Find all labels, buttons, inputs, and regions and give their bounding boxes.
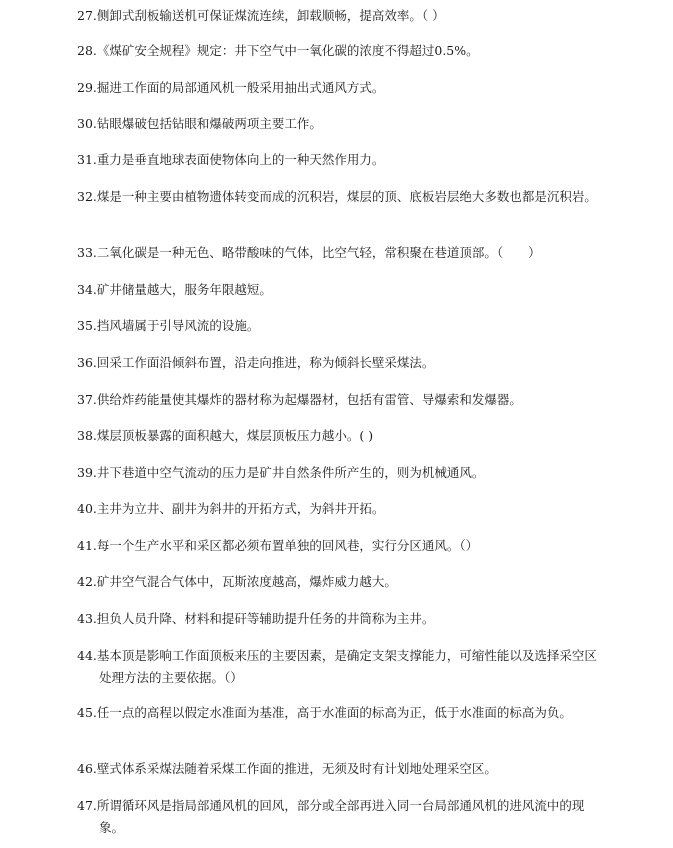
question-text: 33.二氧化碳是一种无色、略带酸味的气体，比空气轻，常积聚在巷道顶部。（ ） — [77, 245, 541, 260]
question-text: 47.所谓循环风是指局部通风机的回风，部分或全部再进入同一台局部通风机的进风流中的现象。 — [77, 798, 585, 835]
question-item — [77, 608, 597, 630]
question-item — [77, 389, 597, 411]
question-text: 46.壁式体系采煤法随着采煤工作面的推进，无须及时有计划地处理采空区。 — [77, 761, 497, 776]
question-item — [77, 498, 597, 520]
question-item — [77, 352, 597, 374]
question-text: 29.掘进工作面的局部通风机一般采用抽出式通风方式。 — [77, 80, 385, 95]
question-item — [77, 425, 597, 447]
question-item — [77, 462, 597, 484]
question-text: 41.每一个生产水平和采区都必须布置单独的回风巷，实行分区通风。（） — [77, 538, 479, 553]
question-text: 44.基本顶是影响工作面顶板来压的主要因素，是确定支架支撑能力，可缩性能以及选择采空区处理方法的主要依据。（） — [77, 648, 597, 685]
question-text: 31.重力是垂直地球表面使物体向上的一种天然作用力。 — [77, 152, 385, 167]
question-text: 32.煤是一种主要由植物遗体转变而成的沉积岩，煤层的顶、底板岩层绝大多数也都是沉积岩。 — [77, 189, 597, 204]
question-text: 39.井下巷道中空气流动的压力是矿井自然条件所产生的，则为机械通风。 — [77, 465, 485, 480]
question-item — [77, 77, 597, 99]
question-text: 43.担负人员升降、材料和提矸等辅助提升任务的井筒称为主井。 — [77, 611, 435, 626]
question-text: 42.矿井空气混合气体中，瓦斯浓度越高，爆炸威力越大。 — [77, 574, 397, 589]
question-text: 40.主井为立井、副井为斜井的开拓方式，为斜井开拓。 — [77, 501, 385, 516]
question-item — [77, 242, 597, 264]
question-item — [77, 149, 597, 171]
question-item — [77, 758, 597, 780]
question-text: 36.回采工作面沿倾斜布置，沿走向推进，称为倾斜长壁采煤法。 — [77, 355, 435, 370]
question-text: 35.挡风墙属于引导风流的设施。 — [77, 318, 260, 333]
question-item — [77, 113, 597, 135]
question-text: 28.《煤矿安全规程》规定：井下空气中一氧化碳的浓度不得超过0.5%。 — [77, 43, 479, 58]
question-item — [77, 279, 597, 301]
question-text: 38.煤层顶板暴露的面积越大，煤层顶板压力越小。( ) — [77, 428, 374, 443]
question-item — [77, 535, 597, 557]
question-item — [77, 795, 597, 839]
question-item — [77, 645, 597, 689]
question-text: 45.任一点的高程以假定水准面为基准，高于水准面的标高为正，低于水准面的标高为负。 — [77, 705, 572, 720]
question-item — [77, 315, 597, 337]
question-text: 27.侧卸式刮板输送机可保证煤流连续，卸载顺畅，提高效率。（ ） — [77, 8, 445, 23]
question-text: 30.钻眼爆破包括钻眼和爆破两项主要工作。 — [77, 116, 322, 131]
question-item — [77, 40, 597, 62]
question-text: 37.供给炸药能量使其爆炸的器材称为起爆器材，包括有雷管、导爆索和发爆器。 — [77, 392, 522, 407]
question-item — [77, 5, 597, 27]
question-text: 34.矿井储量越大，服务年限越短。 — [77, 282, 272, 297]
question-item — [77, 702, 597, 724]
question-item — [77, 571, 597, 593]
question-item — [77, 186, 597, 208]
